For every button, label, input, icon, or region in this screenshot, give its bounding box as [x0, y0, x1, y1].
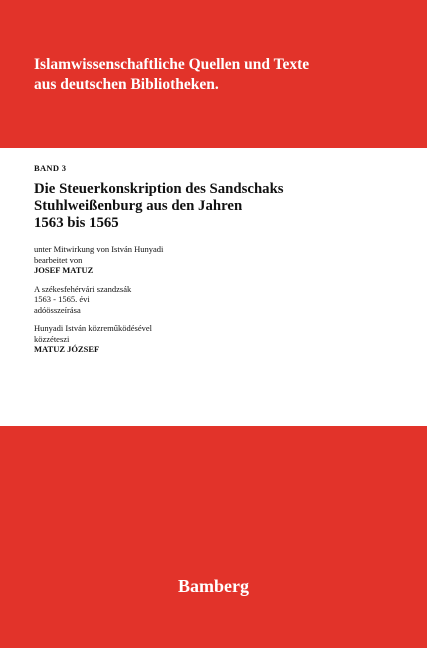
volume-number: BAND 3 [34, 163, 67, 173]
book-title-line-2: Stuhlweißenburg aus den Jahren [34, 198, 243, 214]
title-area [34, 163, 404, 363]
hungarian-credits-line-2: közzéteszi [34, 333, 70, 344]
hungarian-title-line-1: A székesfehérvári szandzsák [34, 283, 132, 294]
hungarian-credits [34, 323, 404, 355]
book-title [34, 181, 404, 232]
german-credits-line-2: bearbeitet von [34, 254, 83, 265]
german-author: JOSEF MATUZ [34, 265, 94, 275]
hungarian-author: MATUZ JÓZSEF [34, 344, 100, 354]
bottom-red-band [0, 426, 427, 648]
series-title-line-2: aus deutschen Bibliotheken. [34, 76, 219, 93]
hungarian-credits-line-1: Hunyadi István közreműködésével [34, 323, 153, 333]
book-title-line-3: 1563 bis 1565 [34, 215, 119, 231]
series-title [34, 55, 404, 95]
hungarian-title-line-3: adóösszeírása [34, 304, 81, 315]
publisher-name: Bamberg [178, 576, 249, 596]
german-credits-line-1: unter Mitwirkung von István Hunyadi [34, 244, 164, 254]
series-title-line-1: Islamwissenschaftliche Quellen und Texte [34, 56, 310, 73]
hungarian-title-line-2: 1563 - 1565. évi [34, 294, 90, 304]
german-credits [34, 244, 404, 276]
hungarian-title [34, 284, 404, 316]
book-title-line-1: Die Steuerkonskription des Sandschaks [34, 181, 284, 197]
